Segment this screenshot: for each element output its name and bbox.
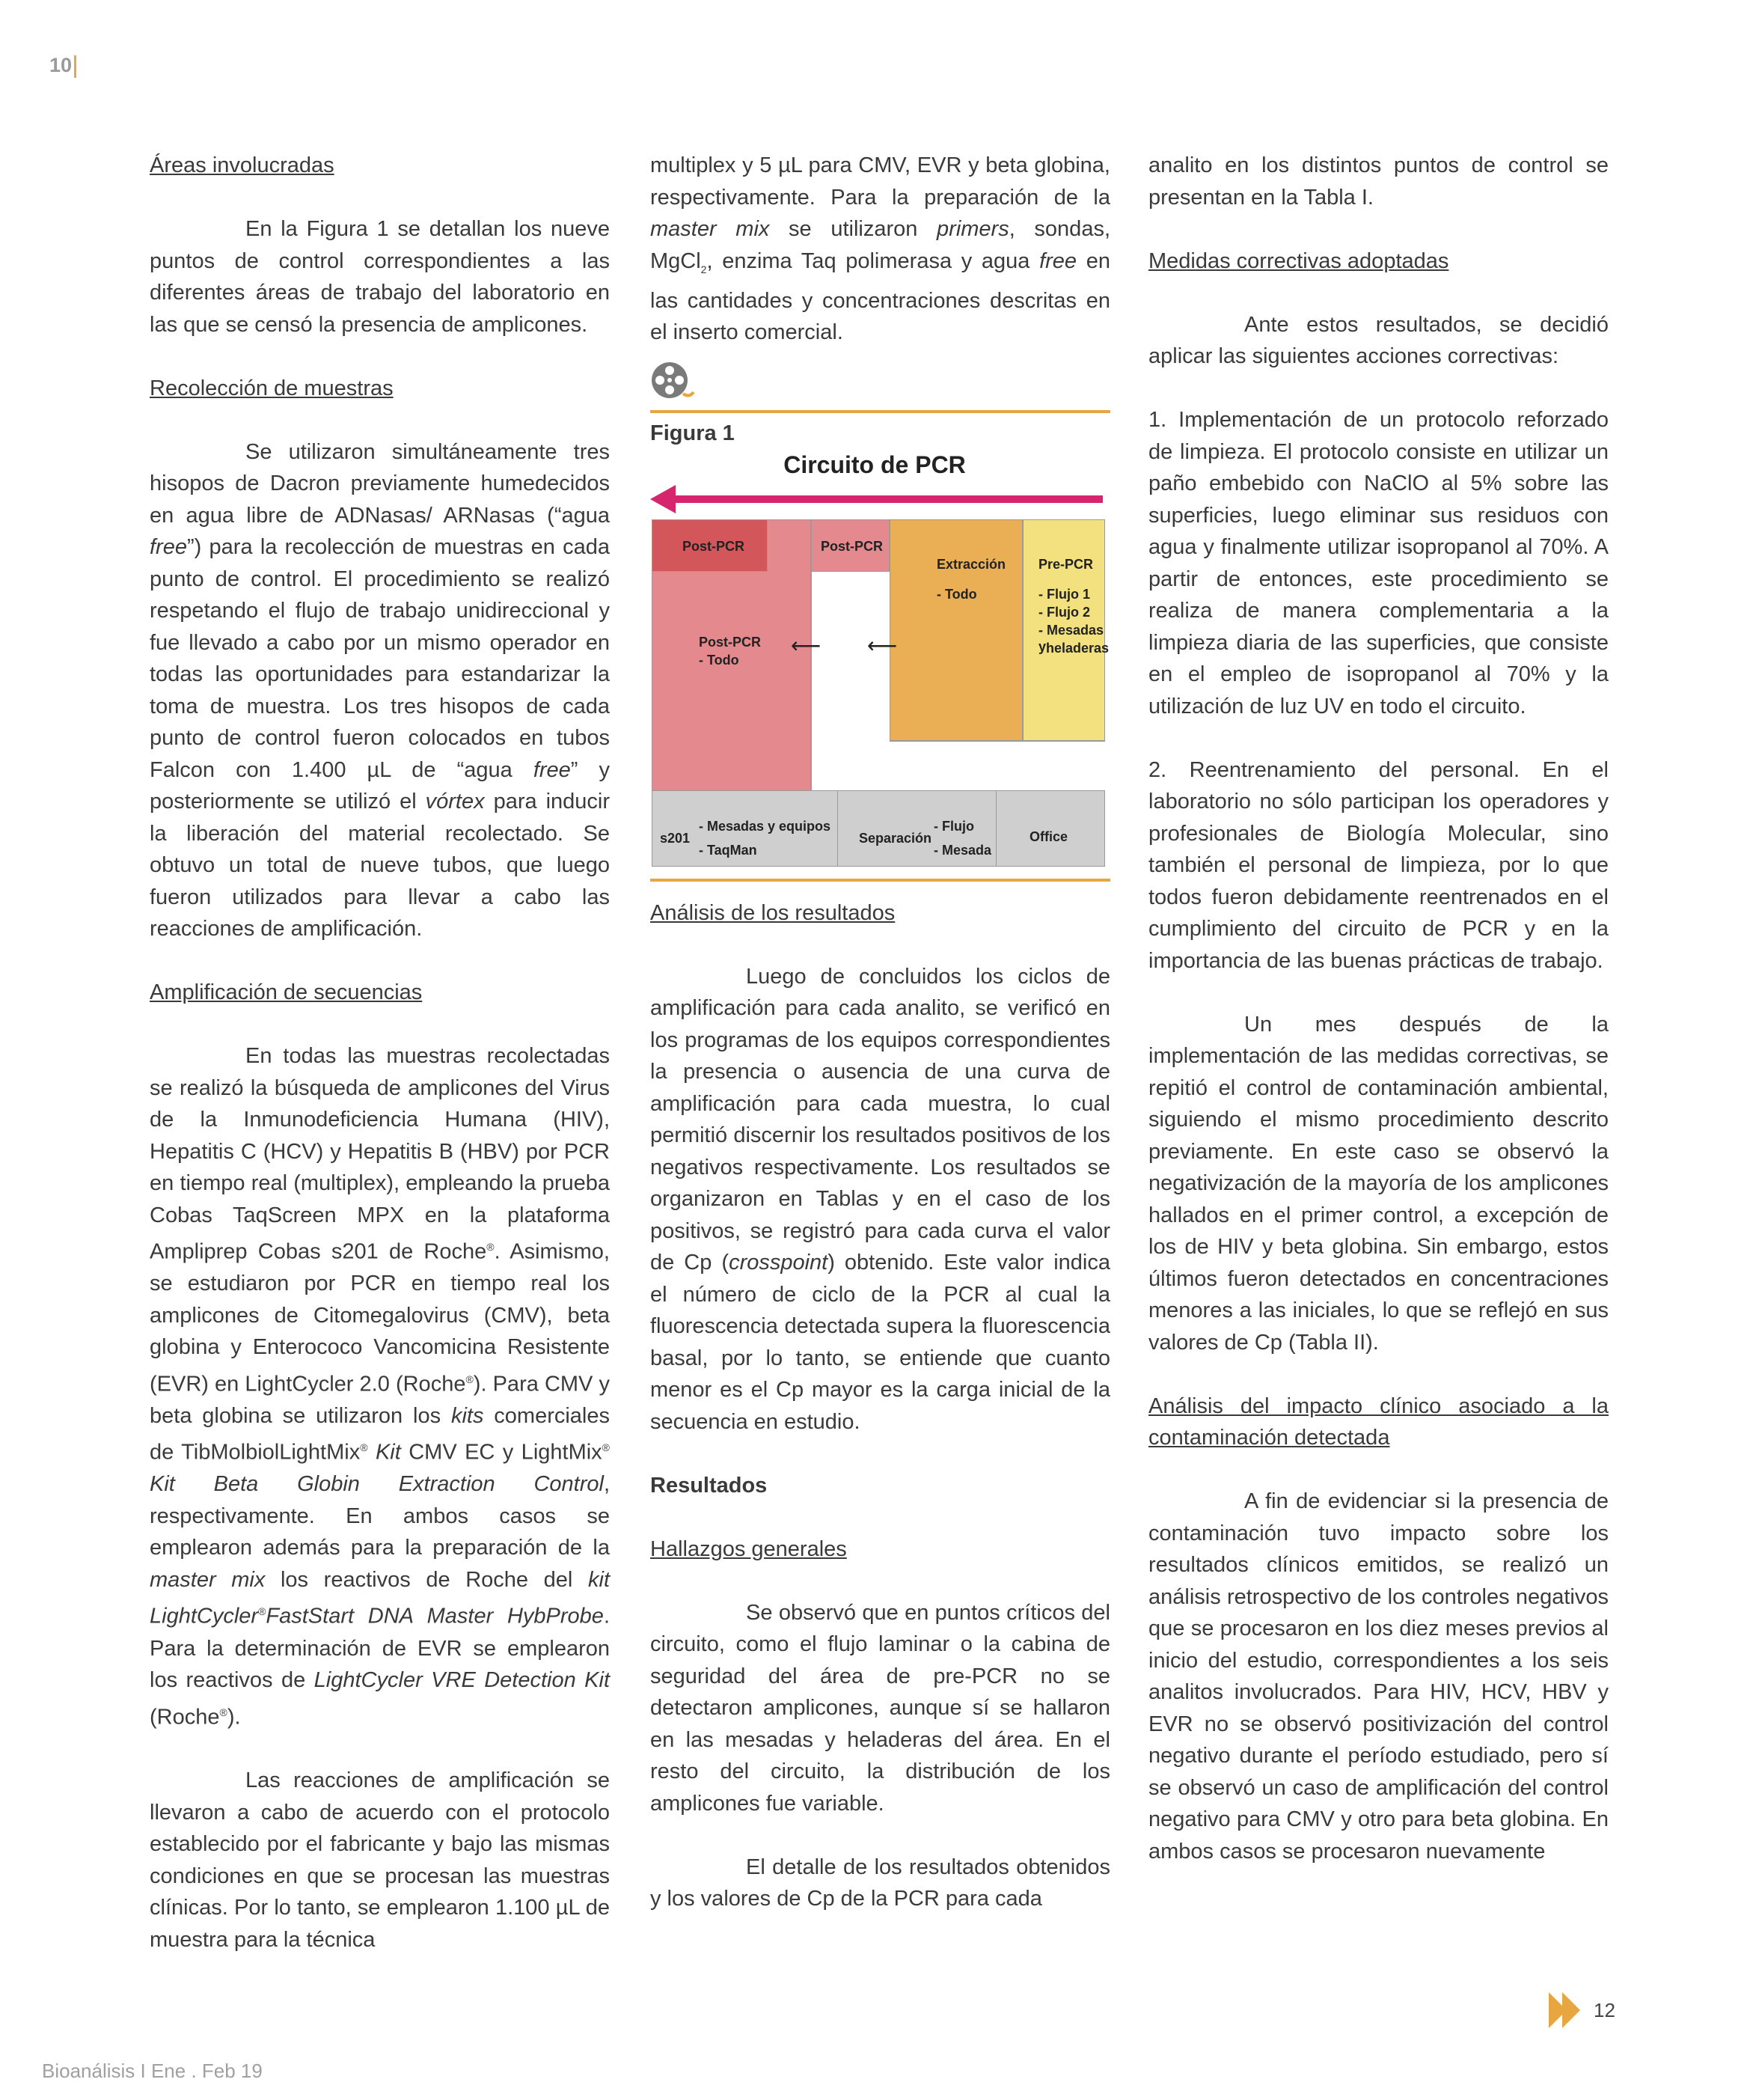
left-arrow-icon: ⟵ [867,633,898,657]
heading-recoleccion: Recolección de muestras [150,376,394,400]
paragraph: 2. Reentrenamiento del personal. En el laboratorio no sólo participan los operadores y profesionales de Biología Molecular, sino también el personal de limpieza, por lo que todos fueron debidamente reentrenados en el cumplimiento del circuito de PCR y en la importancia de las buenas prácticas de trabajo. [1148,757,1609,973]
corridor [811,572,890,791]
area-post-pcr-2: Post-PCR [811,519,890,572]
corridor-bottom [890,741,1105,791]
chevron-right-icon [1562,1992,1580,2028]
area-office: Office [1029,828,1068,844]
heading-analisis: Análisis de los resultados [650,900,896,925]
pcr-circuit-diagram [650,449,1110,898]
column-2 [650,150,1110,1915]
paragraph: Se observó que en puntos críticos del circuito, como el flujo laminar o la cabina de seguridad del área de pre-PCR no se detectaron amplicones, aunque sí se hallaron en las mesadas y heladeras del área. En el resto del circuito, la distribución de los amplicones fue variable. [650,1600,1110,1816]
area-extraccion: Extracción - Todo [890,519,1023,741]
figure-top-rule [650,410,1110,413]
diagram-title: Circuito de PCR [783,451,966,478]
heading-impacto: Análisis del impacto clínico asociado a la contaminación detectada [1148,1394,1609,1450]
left-arrow-icon: ⟵ [791,633,822,657]
page-number-top: 10 [49,54,73,76]
bottom-areas-bar [652,790,1105,867]
column-1 [150,150,610,1956]
heading-hallazgos: Hallazgos generales [650,1536,847,1561]
paragraph: En todas las muestras recolectadas se realizó la búsqueda de amplicones del Virus de la Inmunodeficiencia Humana (HIV), Hepatitis C (HCV) y Hepatitis B (HBV) por PCR en tiempo real (multiplex), empleando la prueba Cobas TaqScreen MPX en la plataforma Ampliprep Cobas s201 de Roche®. Asimismo, se estudiaron por PCR en tiempo real los amplicones de Citomegalovirus (CMV), beta globina y Enterococo Vancomicina Resistente (EVR) en LightCycler 2.0 (Roche®). Para CMV y beta globina se utilizaron los kits comerciales de TibMolbiolLightMix® Kit CMV EC y LightMix® Kit Beta Globin Extraction Control, respectivamente. En ambos casos se emplearon además para la preparación de la master mix los reactivos de Roche del kit LightCycler®FastStart DNA Master HybProbe. Para la determinación de EVR se emplearon los reactivos de LightCycler VRE Detection Kit (Roche®). [150,1044,611,1730]
heading-medidas: Medidas correctivas adoptadas [1148,248,1449,273]
footer-publication: Bioanálisis I Ene . Feb 19 [42,2060,263,2082]
flow-arrow-line [673,495,1103,503]
figure-1 [650,361,1110,882]
paragraph: El detalle de los resultados obtenidos y los valores de Cp de la PCR para cada [650,1855,1110,1911]
paragraph: En la Figura 1 se detallan los nueve puntos de control correspondientes a las diferentes áreas de trabajo del laboratorio en las que se censó la presencia de amplicones. [150,217,610,337]
heading-resultados: Resultados [650,1473,768,1498]
area-s201: s201 - Mesadas y equipos - TaqMan [652,791,838,866]
heading-amplificacion: Amplificación de secuencias [150,980,423,1004]
area-pre-pcr: Pre-PCR - Flujo 1 - Flujo 2 - Mesadas y heladeras [1023,519,1105,741]
area-post-pcr-main: Post-PCR - Todo [652,519,811,793]
paragraph: multiplex y 5 µL para CMV, EVR y beta globina, respectivamente. Para la preparación de la master mix se utilizaron primers, sondas, MgCl$_2$, enzima Taq polimerasa y agua free en las cantidades y concentraciones descritas en el inserto comercial. [650,153,1111,345]
area-post-pcr-1: Post-PCR [652,519,768,572]
paragraph: Un mes después de la implementación de las medidas correctivas, se repitió el control de contaminación ambiental, siguiendo el mismo procedimiento descrito previamente. En este caso se observó la negativización de la mayoría de los amplicones hallados en el primer control, a excepción de los de HIV y beta globina. Sin embargo, estos últimos fueron detectados en concentraciones menores a las iniciales, lo que se reflejó en sus valores de Cp (Tabla II). [1148,1012,1609,1355]
next-page-indicator [1549,1992,1615,2028]
heading-areas: Áreas involucradas [150,153,334,177]
paragraph: 1. Implementación de un protocolo reforzado de limpieza. El protocolo consiste en utilizar un paño embebido con NaClO al 5% sobre las superficies, luego eliminar sus residuos con agua y finalmente utilizar isopropanol al 70%. A partir de entonces, este procedimiento se realiza de manera complementaria a la limpieza diaria de las superficies, que consiste en el empleo de isopropanol al 70% y la utilización de luz UV en todo el circuito. [1148,408,1609,718]
paragraph: A fin de evidenciar si la presencia de contaminación tuvo impacto sobre los resultados clínicos emitidos, se realizó un análisis retrospectivo de los controles negativos que se procesaron en los diez meses previos al inicio del estudio, correspondientes a los seis analitos involucrados. Para HIV, HCV, HBV y EVR no se observó positivización del control negativo durante el período estudiado, pero sí se observó un caso de amplificación del control negativo para CMV y otro para beta globina. En ambos casos se procesaron nuevamente [1148,1489,1609,1864]
paragraph: Las reacciones de amplificación se llevaron a cabo de acuerdo con el protocolo establecido por el fabricante y bajo las mismas condiciones en que se procesan las muestras clínicas. Por lo tanto, se emplearon 1.100 µL de muestra para la técnica [150,1768,610,1952]
paragraph: Ante estos resultados, se decidió aplicar las siguientes acciones correctivas: [1148,312,1609,368]
paragraph: Luego de concluidos los ciclos de amplificación para cada analito, se verificó en los programas de los equipos correspondientes la presencia o ausencia de una curva de amplificación para cada muestra, lo cual permitió discernir los resultados positivos de los negativos respectivamente. Los resultados se organizaron en Tablas y en el caso de los positivos, se registró para cada curva el valor de Cp (crosspoint) obtenido. Este valor indica el número de ciclo de la PCR al cual la fluorescencia detectada supera la fluorescencia basal, por lo tanto, se entiende que cuanto menor es el Cp mayor es la carga inicial de la secuencia en estudio. [650,964,1110,1434]
figure-label: Figura 1 [650,421,735,445]
paragraph: analito en los distintos puntos de control se presentan en la Tabla I. [1148,153,1609,210]
page-number-bottom: 12 [1594,1998,1615,2021]
column-3 [1148,150,1609,1867]
paragraph: Se utilizaron simultáneamente tres hisopos de Dacron previamente humedecidos en agua libre de ADNasas/ ARNasas (“agua free”) para la recolección de muestras en cada punto de control. El procedimiento se realizó respetando el flujo de trabajo unidireccional y fue llevado a cabo por un mismo operador en todas las oportunidades para estandarizar la toma de muestra. Los tres hisopos de cada punto de control fueron colocados en tubos Falcon con 1.400 µL de “agua free” y posteriormente se utilizó el vórtex para inducir la liberación del material recolectado. Se obtuvo un total de nueve tubos, que luego fueron utilizados para llevar a cabo las reacciones de amplificación. [150,439,611,941]
area-separacion: Separación - Flujo - Mesada [838,791,997,866]
flow-arrow-head [650,485,676,513]
film-reel-icon [650,361,695,406]
